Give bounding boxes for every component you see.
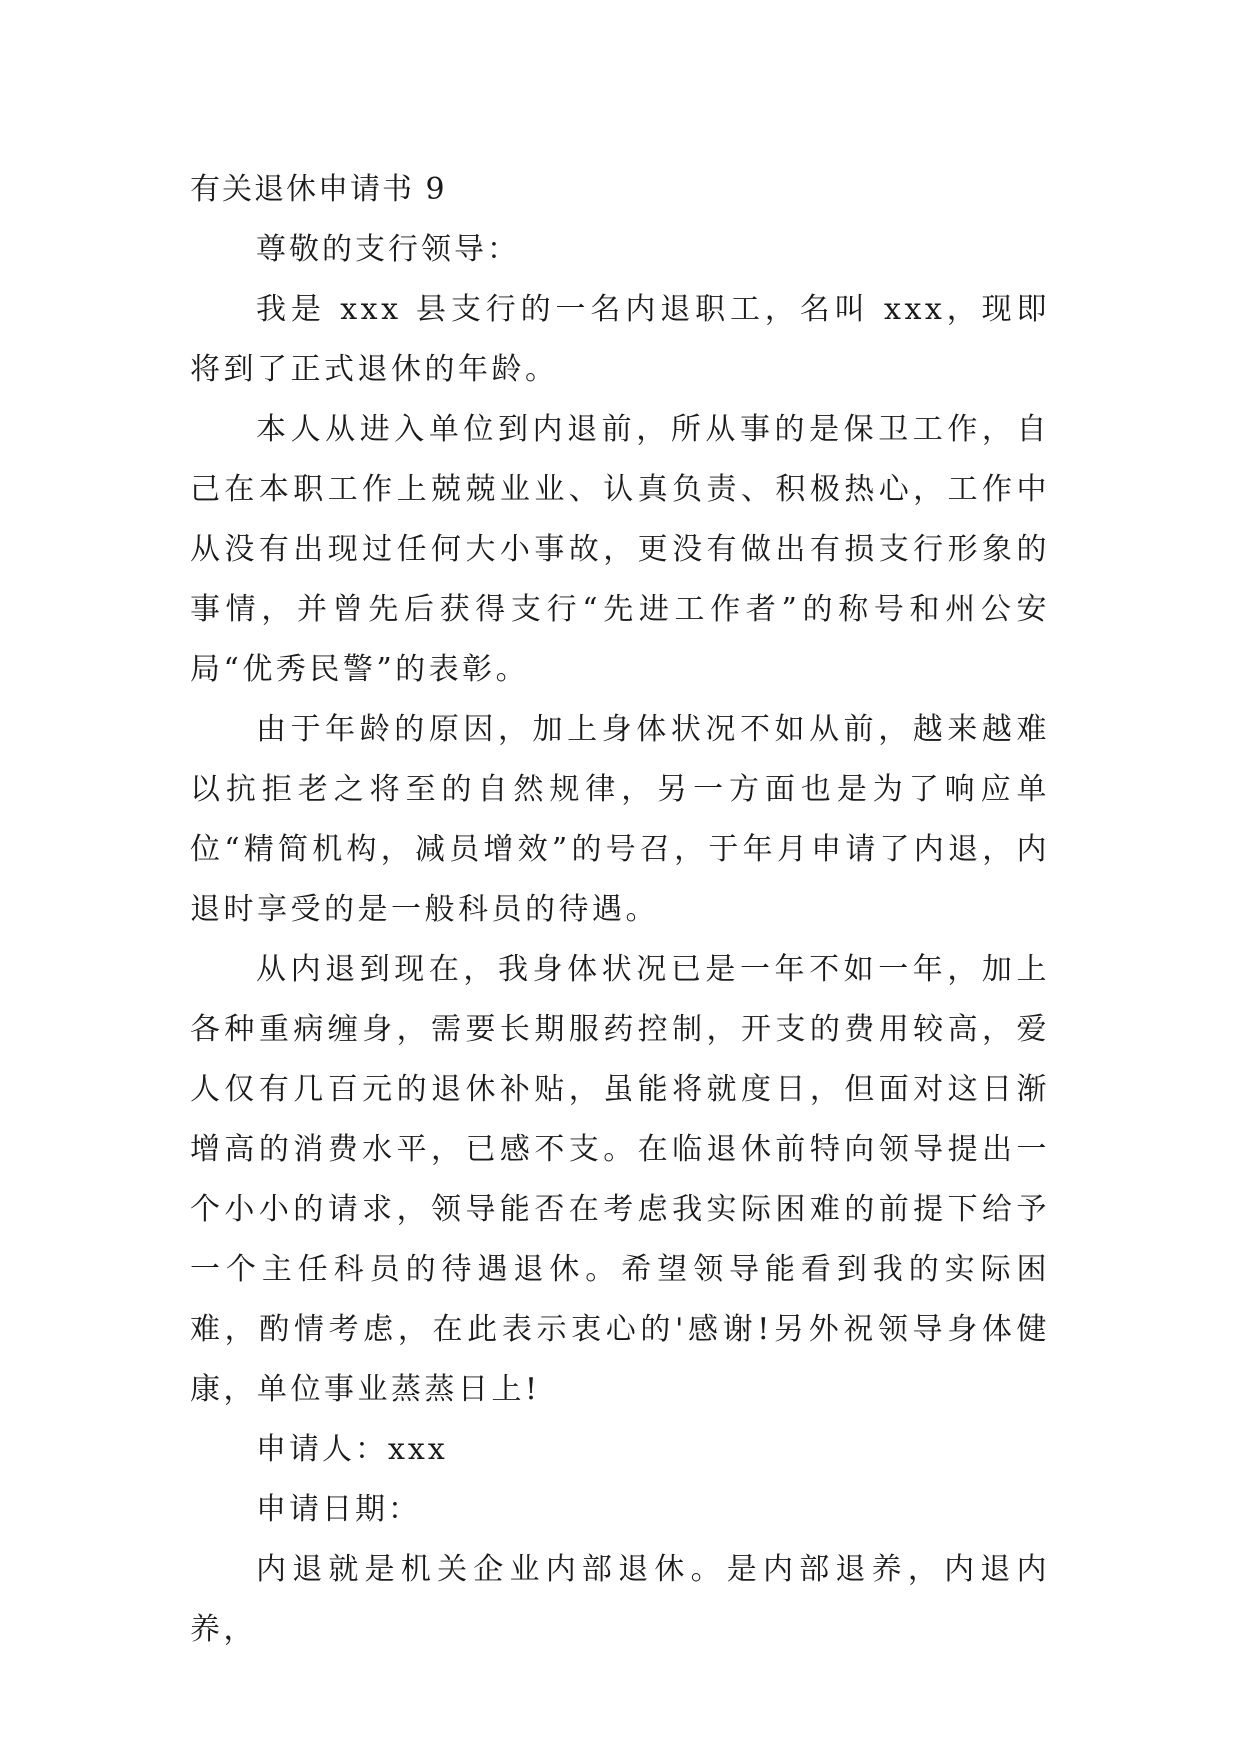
- paragraph-work-history: 本人从进入单位到内退前，所从事的是保卫工作，自己在本职工作上兢兢业业、认真负责、积极热心，工作中从没有出现过任何大小事故，更没有做出有损支行形象的事情，并曾先后获得支行“先进工作者”的称号和州公安局“优秀民警”的表彰。: [190, 412, 1050, 687]
- paragraph-early-retirement: 由于年龄的原因，加上身体状况不如从前，越来越难以抗拒老之将至的自然规律，另一方面也是为了响应单位“精简机构，减员增效”的号召，于年月申请了内退，内退时享受的是一般科员的待遇。: [190, 712, 1050, 927]
- date-line: 申请日期：: [256, 1492, 421, 1527]
- explanatory-note: 内退就是机关企业内部退休。是内部退养，内退内养，: [190, 1552, 1050, 1647]
- document-body: [190, 160, 1050, 1660]
- paragraph-intro: 我是 xxx 县支行的一名内退职工，名叫 xxx，现即将到了正式退休的年龄。: [190, 292, 1050, 387]
- applicant-line: 申请人：xxx: [256, 1432, 448, 1467]
- greeting: 尊敬的支行领导：: [256, 232, 520, 267]
- paragraph-request: 从内退到现在，我身体状况已是一年不如一年，加上各种重病缠身，需要长期服药控制，开支的费用较高，爱人仅有几百元的退休补贴，虽能将就度日，但面对这日渐增高的消费水平，已感不支。在临退休前特向领导提出一个小小的请求，领导能否在考虑我实际困难的前提下给予一个主任科员的待遇退休。希望领导能看到我的实际困难，酌情考虑，在此表示衷心的'感谢!另外祝领导身体健康，单位事业蒸蒸日上!: [190, 952, 1050, 1407]
- document-title: 有关退休申请书 9: [190, 172, 447, 207]
